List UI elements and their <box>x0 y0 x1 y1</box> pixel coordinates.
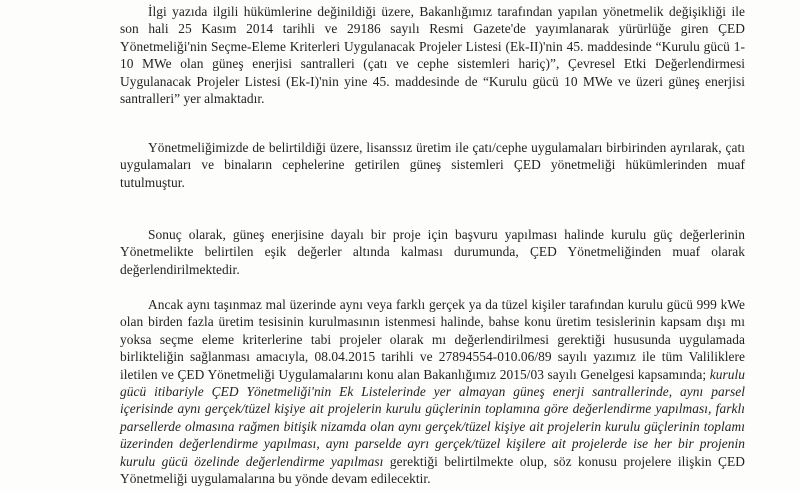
paragraph-text-italic-quote: kurulu gücü itibariyle ÇED Yönetmeliği'nin Ek Listelerinde yer almayan güneş enerji santrallerinde, aynı parsel içerisinde aynı gerçek/tüzel kişiye ait projelerin kurulu güçlerinin toplamına göre değerlendirme yapılması, farklı parsellerde olmasına rağmen bitişik nizamda olan aynı gerçek/tüzel kişiye ait projelerin kurulu güçlerinin toplamı üzerinden değerlendirme yapılması, aynı parselde ayrı gerçek/tüzel kişilere ait projelerde ise her bir projenin kurulu gücü özelinde değerlendirme yapılması <box>120 366 745 469</box>
paragraph-circular-guidance <box>120 296 745 487</box>
paragraph-text: Yönetmeliğimizde de belirtildiği üzere, lisanssız üretim ile çatı/cephe uygulamaları birbirinden ayrılarak, çatı uygulamaları ve binaların cephelerine getirilen güneş sistemleri ÇED yönetmeliği hükümlerinden muaf tutulmuştur. <box>120 140 745 190</box>
paragraph-roof-facade-exemption <box>120 139 745 191</box>
paragraph-regulation-change <box>120 3 745 107</box>
paragraph-text-lead: Ancak aynı taşınmaz mal üzerinde aynı veya farklı gerçek ya da tüzel kişiler tarafından kurulu gücü 999 kWe olan birden fazla üretim tesisinin kurulmasının istenmesi halinde, bahse konu üretim tesislerinin kapsam dışı mı yoksa seçme eleme kriterlerine tabi projeler olarak mı değerlendirilmesi gerektiği hususunda uygulamada birlikteliğin sağlanması amacıyla, 08.04.2015 tarihli ve 27894554-010.06/89 sayılı yazımız ile tüm Valiliklere iletilen ve ÇED Yönetmeliği Uygulamalarını konu alan Bakanlığımız 2015/03 sayılı Genelgesi kapsamında; <box>120 297 745 382</box>
paragraph-text: Sonuç olarak, güneş enerjisine dayalı bir proje için başvuru yapılması halinde kurulu güç değerlerinin Yönetmelikte belirtilen eşik değerler altında kalması durumunda, ÇED Yönetmeliğinden muaf olarak değerlendirilmektedir. <box>120 227 745 277</box>
paragraph-text-tail: gerektiği belirtilmekte olup, söz konusu projelere ilişkin ÇED Yönetmeliği uygulamalarına bu yönde devam edilecektir. <box>120 453 745 487</box>
paragraph-text: İlgi yazıda ilgili hükümlerine değinildiği üzere, Bakanlığımız tarafından yapılan yönetmelik değişikliği ile son hali 25 Kasım 2014 tarihli ve 29186 sayılı Resmi Gazete'de yayımlanarak yürürlüğe giren ÇED Yönetmeliği'nin Seçme-Eleme Kriterleri Uygulanacak Projeler Listesi (Ek-II)'nin 45. maddesinde “Kurulu gücü 1-10 MWe olan güneş enerjisi santralleri (çatı ve cephe sistemleri hariç)”, Çevresel Etki Değerlendirmesi Uygulanacak Projeler Listesi (Ek-I)'nin yine 45. maddesinde de “Kurulu gücü 10 MWe ve üzeri güneş enerjisi santralleri” yer almaktadır. <box>120 4 745 107</box>
paragraph-conclusion <box>120 226 745 278</box>
